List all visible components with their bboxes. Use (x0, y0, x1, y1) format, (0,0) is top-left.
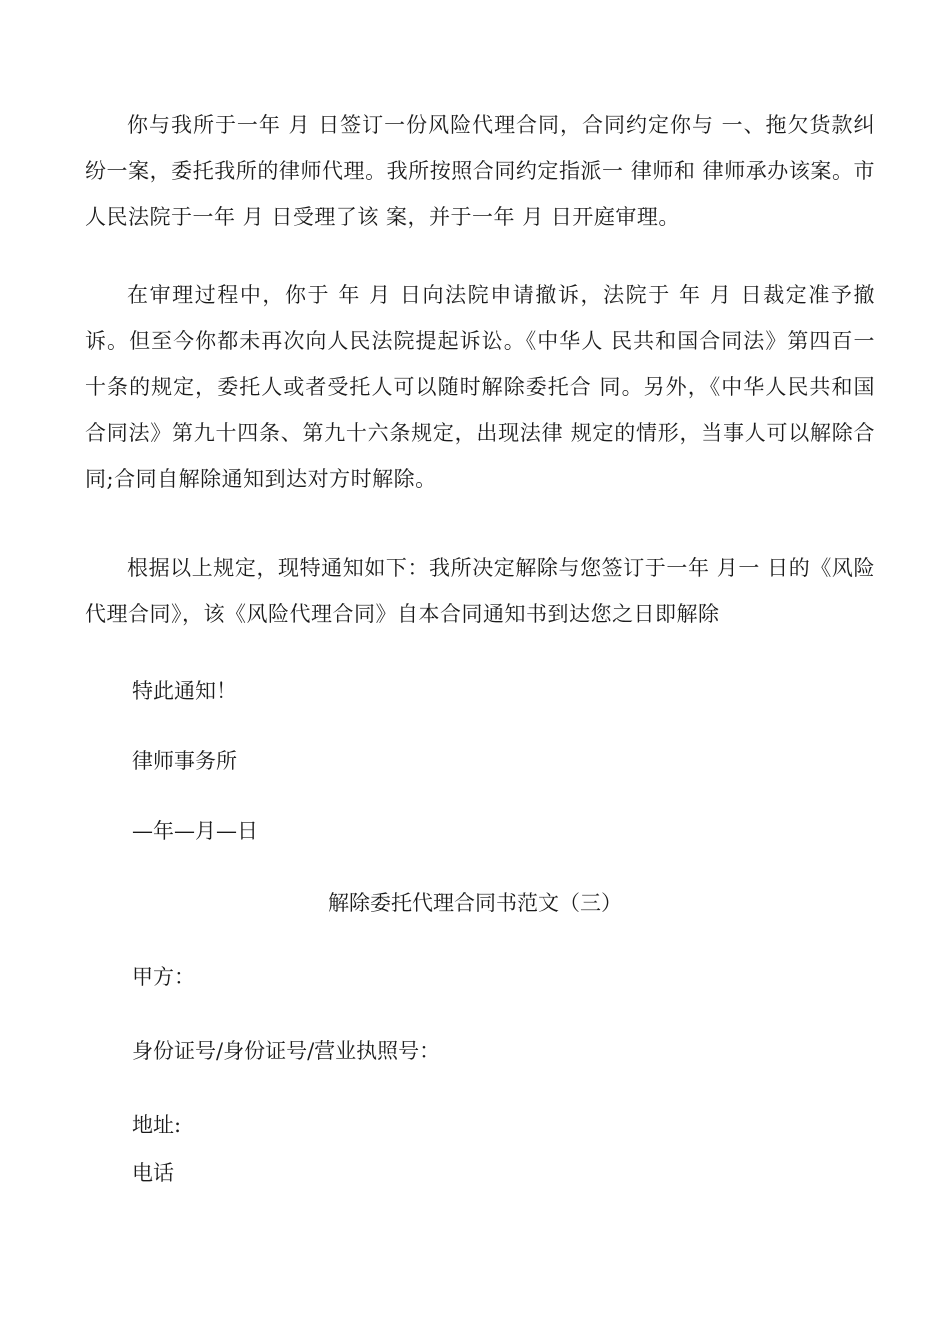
address-label: 地址: (132, 1113, 182, 1137)
notice-closing: 特此通知！ (132, 679, 237, 703)
id-number-label: 身份证号/身份证号/营业执照号： (132, 1039, 441, 1063)
law-firm-name: 律师事务所 (132, 749, 237, 773)
party-a-label: 甲方： (132, 965, 195, 989)
phone-label: 电话 (132, 1161, 174, 1185)
paragraph-legal-basis: 在审理过程中，你于 年 月 日向法院申请撤诉，法院于 年 月 日裁定准予撤诉。但至今你都未再次向人民法院提起诉讼。《中华人 民共和国合同法》第四百一十条的规定，委托人或者受托人可以随时解除委托合 同。另外，《中华人民共和国合同法》第九十四条、第九十六条规定，出现法律 规定的情形，当事人可以解除合同;合同自解除通知到达对方时解除。 (85, 283, 875, 491)
section-title: 解除委托代理合同书范文（三） (328, 891, 622, 915)
paragraph-contract-background: 你与我所于一年 月 日签订一份风险代理合同，合同约定你与 一、拖欠货款纠纷一案，委托我所的律师代理。我所按照合同约定指派一 律师和 律师承办该案。市 人民法院于一年 月 日受理了该 案，并于一年 月 日开庭审理。 (85, 113, 875, 229)
notice-date: —年—月—日 (132, 819, 258, 843)
paragraph-termination-notice: 根据以上规定，现特通知如下：我所决定解除与您签订于一年 月一 日的《风险代理合同》，该《风险代理合同》自本合同通知书到达您之日即解除 (85, 556, 875, 626)
